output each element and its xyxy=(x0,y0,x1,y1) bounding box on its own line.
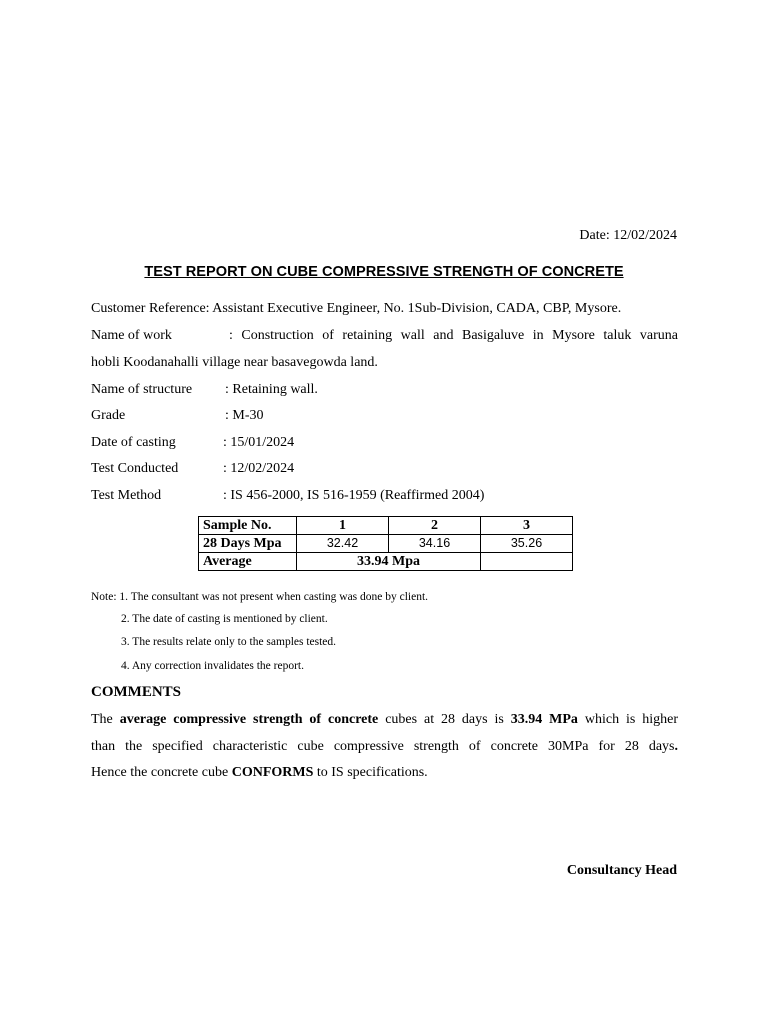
field-value: : M-30 xyxy=(225,408,264,423)
sample-header: 2 xyxy=(389,517,481,535)
average-value: 33.94 Mpa xyxy=(297,553,481,571)
average-label: Average xyxy=(199,553,297,571)
strength-value: 35.26 xyxy=(481,535,573,553)
field-row-test-method xyxy=(91,488,484,504)
field-value: : 12/02/2024 xyxy=(223,461,295,476)
field-row-grade xyxy=(91,408,264,424)
name-of-work-label: Name of work xyxy=(91,328,172,343)
comments-line-2 xyxy=(91,739,678,755)
empty-cell xyxy=(481,553,573,571)
sample-header: 3 xyxy=(481,517,573,535)
comment-text: cubes at 28 days is xyxy=(378,712,511,727)
comment-text: which is higher xyxy=(577,712,678,727)
comment-bold: 33.94 MPa xyxy=(510,712,578,727)
customer-reference: Customer Reference: Assistant Executive Engineer, No. 1Sub-Division, CADA, CBP, Mysore. xyxy=(91,301,622,316)
sample-header: 1 xyxy=(297,517,389,535)
note-3: 3. The results relate only to the samples tested. xyxy=(121,636,337,648)
table-row xyxy=(199,517,573,535)
field-value: : IS 456-2000, IS 516-1959 (Reaffirmed 2004) xyxy=(223,488,485,503)
comment-text: to IS specifications. xyxy=(313,765,428,780)
field-row-test-conducted xyxy=(91,461,294,477)
note-2: 2. The date of casting is mentioned by client. xyxy=(121,613,328,625)
comment-text: than the specified characteristic cube compressive strength of concrete 30MPa for 28 days xyxy=(91,739,675,754)
name-of-work-value: : Construction of retaining wall and Basigaluve in Mysore taluk varuna xyxy=(229,328,678,343)
report-date: Date: 12/02/2024 xyxy=(579,228,677,243)
comment-text: The xyxy=(91,712,120,727)
name-of-work-continuation: hobli Koodanahalli village near basavegowda land. xyxy=(91,355,378,370)
field-value: : Retaining wall. xyxy=(225,382,318,397)
field-row-structure xyxy=(91,382,318,398)
field-label: Test Conducted xyxy=(91,461,179,476)
comment-bold: . xyxy=(674,739,678,754)
comment-text: Hence the concrete cube xyxy=(91,765,232,780)
field-label: Date of casting xyxy=(91,435,176,450)
results-table xyxy=(198,516,573,571)
table-row xyxy=(199,553,573,571)
strength-value: 32.42 xyxy=(297,535,389,553)
name-of-work-row xyxy=(91,328,678,344)
field-value: : 15/01/2024 xyxy=(223,435,295,450)
days-row-label: 28 Days Mpa xyxy=(199,535,297,553)
comment-bold: CONFORMS xyxy=(231,765,314,780)
comment-bold: average compressive strength of concrete xyxy=(119,712,379,727)
report-title: TEST REPORT ON CUBE COMPRESSIVE STRENGTH OF CONCRETE xyxy=(144,264,624,280)
comments-heading: COMMENTS xyxy=(91,684,181,700)
field-label: Test Method xyxy=(91,488,162,503)
field-label: Grade xyxy=(91,408,126,423)
sample-no-header: Sample No. xyxy=(199,517,297,535)
signature: Consultancy Head xyxy=(566,863,677,878)
comments-line-3 xyxy=(91,765,428,781)
strength-value: 34.16 xyxy=(389,535,481,553)
note-4: 4. Any correction invalidates the report. xyxy=(121,660,304,672)
note-1: Note: 1. The consultant was not present when casting was done by client. xyxy=(91,591,429,603)
field-label: Name of structure xyxy=(91,382,193,397)
field-row-date-of-casting xyxy=(91,435,294,451)
comments-line-1 xyxy=(91,712,678,728)
table-row xyxy=(199,535,573,553)
